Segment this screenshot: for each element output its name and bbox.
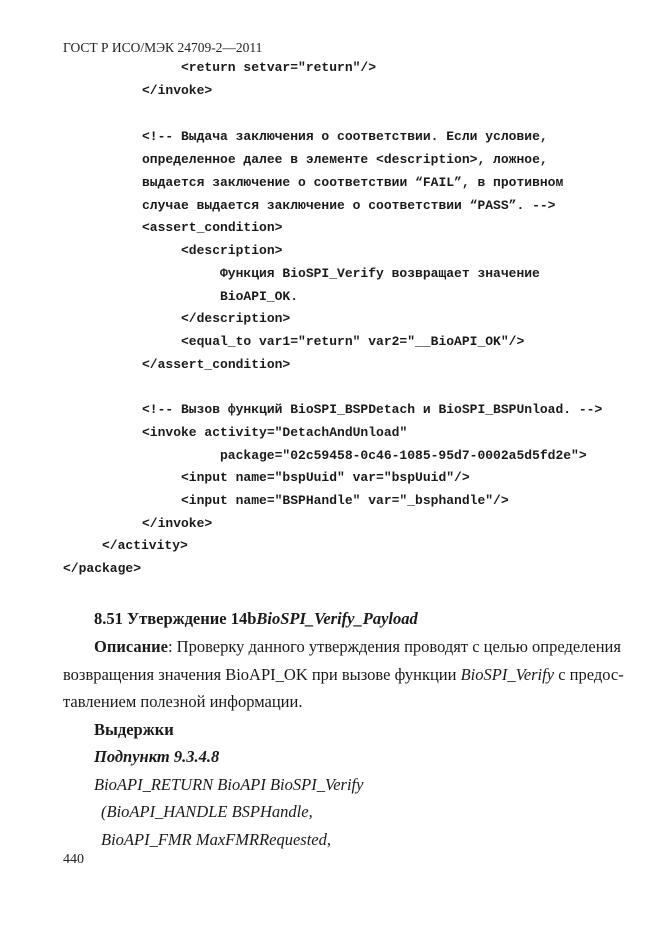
code-line: <input name="BSPHandle" var="_bsphandle"/> [181,493,509,508]
code-line: </invoke> [142,516,213,531]
description-line-1 [94,636,621,658]
description-text: : Проверку данного утверждения проводят с целью определения [167,637,621,656]
code-comment-line: определенное далее в элементе <description>, ложное, [142,152,548,167]
code-line: Функция BioSPI_Verify возвращает значение [220,266,540,281]
page-number: 440 [63,852,84,867]
code-line: <description> [181,243,283,258]
code-line: </assert_condition> [142,357,291,372]
description-text: возвращения значения BioAPI_OK при вызове функции [63,665,461,684]
section-heading-name: BioSPI_Verify_Payload [256,609,418,628]
code-line: <assert_condition> [142,220,283,235]
excerpts-label: Выдержки [94,720,174,739]
code-line: </invoke> [142,83,213,98]
description-line-3: тавлением полезной информации. [63,692,303,711]
code-line: package="02c59458-0c46-1085-95d7-0002a5d5fd2e"> [220,448,587,463]
signature-line: BioAPI_FMR MaxFMRRequested, [101,830,331,849]
code-line: <invoke activity="DetachAndUnload" [142,425,408,440]
code-comment-line: выдается заключение о соответствии “FAIL”, в противном [142,175,564,190]
signature-line: BioAPI_RETURN BioAPI BioSPI_Verify [94,775,364,794]
code-line: <return setvar="return"/> [181,60,377,75]
code-comment-line: случае выдается заключение о соответствии “PASS”. --> [142,198,556,213]
description-label: Описание [94,637,168,656]
section-heading [94,608,418,630]
code-comment-line: <!-- Выдача заключения о соответствии. Если условие, [142,129,548,144]
code-line: <input name="bspUuid" var="bspUuid"/> [181,470,470,485]
code-line: BioAPI_OK. [220,289,299,304]
code-line: </package> [63,561,142,576]
code-line: <equal_to var1="return" var2="__BioAPI_OK"/> [181,334,525,349]
description-line-2 [63,664,624,686]
document-header: ГОСТ Р ИСО/МЭК 24709-2—2011 [63,40,263,55]
function-name: BioSPI_Verify [460,665,555,684]
code-line: </description> [181,311,291,326]
description-text: с предос- [554,665,624,684]
section-heading-number: 8.51 Утверждение 14b [94,609,257,628]
signature-line: (BioAPI_HANDLE BSPHandle, [101,802,313,821]
subclause-reference: Подпункт 9.3.4.8 [94,747,220,766]
code-comment-line: <!-- Вызов функций BioSPI_BSPDetach и BioSPI_BSPUnload. --> [142,402,603,417]
code-line: </activity> [102,538,188,553]
